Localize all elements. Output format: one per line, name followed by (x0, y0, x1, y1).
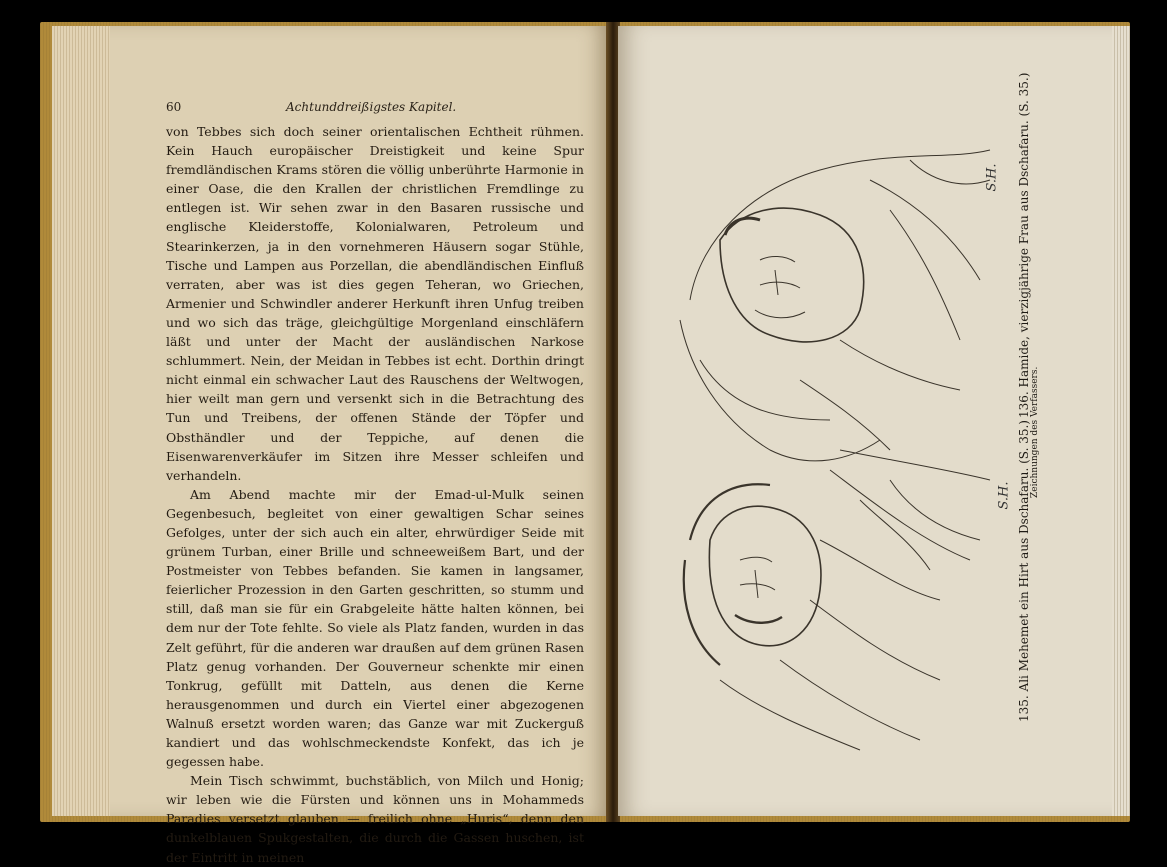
page-edges-left (52, 26, 112, 816)
artist-signature-lower: S.H. (996, 481, 1012, 510)
body-text (166, 122, 584, 867)
page-header (166, 100, 586, 120)
artist-signature-upper: S.H. (984, 163, 1000, 192)
sketch-man-ali-mehemet (684, 450, 990, 750)
running-head: Achtunddreißigstes Kapitel. (286, 100, 457, 114)
page-edges-right (1112, 26, 1130, 816)
sketch-woman-hamide (680, 150, 990, 461)
paragraph-3: Mein Tisch schwimmt, buchstäblich, von Milch und Honig; wir leben wie die Fürsten und können uns in Mohammeds Paradies versetzt glauben — freilich ohne „Huris“, denn den dunkelblauen Spukgestalten, die durch die Gassen huschen, ist der Eintritt in meinen (166, 773, 584, 865)
paragraph-1: von Tebbes sich doch seiner orientalischen Echtheit rühmen. Kein Hauch europäischer Dreistigkeit und keine Spur fremdländischen Krams stören die völlig unberührte Harmonie in einer Oase, die den Krallen der christlichen Fremdlinge zu entlegen ist. Wir sehen zwar in den Basaren russische und englische Kleiderstoffe, Kolonialwaren, Petroleum und Stearinkerzen, ja in den vornehmeren Häusern sogar Stühle, Tische und Lampen aus Porzellan, die abendländischen Einfluß verraten, aber was ist dies gegen Teheran, wo Griechen, Armenier und Schwindler anderer Herkunft ihren Unfug treiben und wo sich das träge, gleichgültige Morgenland einschläfern läßt und unter der Macht der ausländischen Narkose schlummert. Nein, der Meidan in Tebbes ist echt. Dorthin dringt nicht einmal ein schwacher Laut des Rauschens der Weltwogen, hier weilt man gern und versenkt sich in die Betrachtung des Tun und Treibens, der offenen Stände der Töpfer und Obsthändler und der Teppiche, auf denen die Eisenwarenverkäufer im Sitzen ihre Messer schleifen und verhandeln. (166, 124, 584, 483)
caption-figure-136: 136. Hamide, vierzigjährige Frau aus Dschafaru. (S. 35.) (1017, 72, 1031, 418)
caption-credit: Zeichnungen des Verfassers. (1030, 366, 1040, 498)
paragraph-2: Am Abend machte mir der Emad-ul-Mulk seinen Gegenbesuch, begleitet von einer gewaltigen Schar seines Gefolges, unter der sich auch ein alter, ehrwürdiger Seide mit grünem Turban, einer Brille und schneeweißem Bart, und der Postmeister von Tebbes befanden. Sie kamen in langsamer, feierlicher Prozession in den Garten geschritten, so stumm und still, daß man sie für ein Grabgeleite hätte halten können, bei dem nur der Tote fehlte. So viele als Platz fanden, wurden in das Zelt geführt, für die anderen war draußen auf dem grünen Rasen Platz genug vorhanden. Der Gouverneur schenkte mir einen Tonkrug, gefüllt mit Datteln, aus denen die Kerne herausgenommen und durch ein Viertel einer abgezogenen Walnuß ersetzt worden waren; das Ganze war mit Zuckerguß kandiert und das wohlschmeckendste Konfekt, das ich je gegessen habe. (166, 486, 584, 770)
portrait-sketches (660, 120, 1030, 760)
page-number: 60 (166, 100, 182, 114)
caption-figure-135: 135. Ali Mehemet ein Hirt aus Dschafaru. (S. 35.) (1017, 420, 1031, 722)
